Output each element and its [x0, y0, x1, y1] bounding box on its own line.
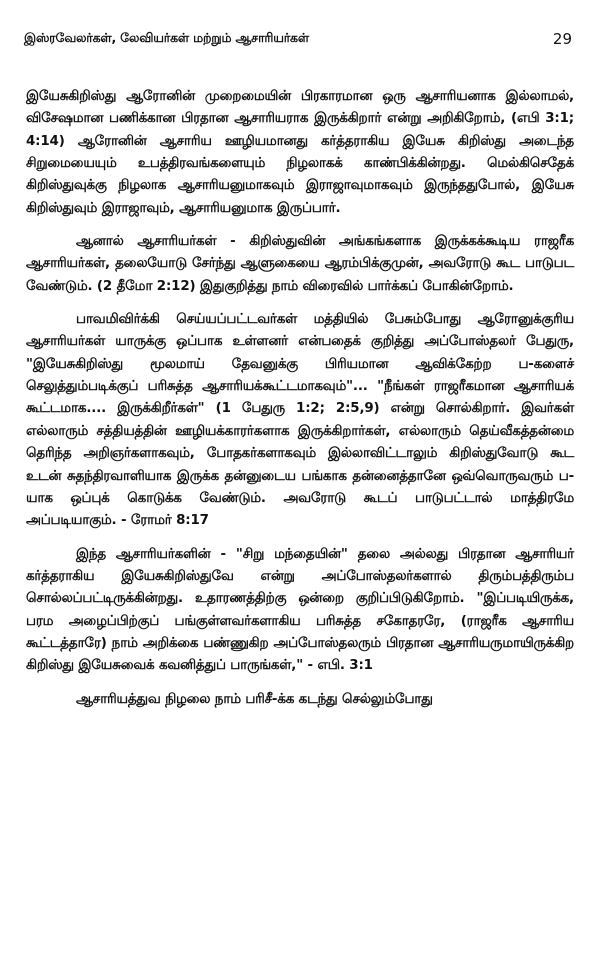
paragraph: இயேசுகிறிஸ்து ஆரோனின் முறைமையின் பிரகாரமான ஒரு ஆசாரியனாக இல்லாமல், விசேஷமான பணிக்கான பிரதான ஆசாரியராக இருக்கிறார் என்று அறிகிறோம், (எபி 3:1; 4:14) ஆரோனின் ஆசாரிய ஊழியமானது கர்த்தராகிய இயேசு கிறிஸ்து அடைந்த சிறுமையையும் உபத்திரவங்களையும் நிழலாகக் காண்பிக்கின்றது. மெல்கிசெதேக் கிறிஸ்துவுக்கு நிழலாக ஆசாரியனுமாகவும் இராஜாவுமாகவும் இருந்ததுபோல், இயேசு கிறிஸ்துவும் இராஜாவும், ஆசாரியனுமாக இருப்பார்.	[26, 89, 574, 216]
paragraph: பாவமிவிர்க்கி செய்யப்பட்டவர்கள் மத்தியில் பேசும்போது ஆரோனுக்குரிய ஆசாரியர்கள் யாருக்கு ஒப்பாக உள்ளனர் என்பதைக் குறித்து அப்போஸ்தலர் பேதுரு, "இயேசுகிறிஸ்து மூலமாய் தேவனுக்கு பிரியமான ஆவிக்கேற்ற ப-களைச் செலுத்தும்படிக்குப் பரிசுத்த ஆசாரியக்கூட்டமாகவும்"... "நீங்கள் ராஜரீகமான ஆசாரியக் கூட்டமாக.... இருக்கிறீர்கள்" (1 பேதுரு 1:2; 2:5,9) என்று சொல்கிறார். இவர்கள் எல்லாரும் சத்தியத்தின் ஊழியக்காரர்களாக இருக்கிறார்கள், எல்லாரும் தெய்வீகத்தன்மை தெரிந்த அறிஞர்களாகவும், போதகர்களாகவும் இல்லாவிட்டாலும் கிறிஸ்துவோடு கூட உடன் சுதந்திரவாளியாக இருக்க தன்னுடைய பங்காக தன்னைத்தானே ஒவ்வொருவரும் ப-யாக ஒப்புக் கொடுக்க வேண்டும். அவரோடு கூடப் பாடுபட்டால் மாத்திரமே அப்படியாகும். - ரோமர் 8:17	[26, 312, 574, 529]
page-number: 29	[552, 30, 572, 48]
running-header	[24, 30, 576, 52]
body-text	[26, 86, 574, 722]
paragraph: ஆசாரியத்துவ நிழலை நாம் பரிசீ-க்க கடந்து செல்லும்போது	[76, 691, 433, 707]
paragraph: ஆனால் ஆசாரியர்கள் - கிறிஸ்துவின் அங்கங்களாக இருக்கக்கூடிய ராஜரீக ஆசாரியர்கள், தலையோடு சேர்ந்து ஆளுகையை ஆரம்பிக்குமுன், அவரோடு கூட பாடுபட வேண்டும். (2 தீமோ 2:12) இதுகுறித்து நாம் விரைவில் பார்க்கப் போகின்றோம்.	[26, 234, 574, 294]
chapter-title: இஸ்ரவேலர்கள், லேவியர்கள் மற்றும் ஆசாரியர்கள்	[24, 30, 309, 45]
paragraph: இந்த ஆசாரியர்களின் - "சிறு மந்தையின்" தலை அல்லது பிரதான ஆசாரியர் கர்த்தராகிய இயேசுகிறிஸ்துவே என்று அப்போஸ்தலர்களால் திரும்பத்திரும்ப சொல்லப்பட்டிருக்கின்றது. உதாரணத்திற்கு ஒன்றை குறிப்பிடுகிறோம். "இப்படியிருக்க, பரம அழைப்பிற்குப் பங்குள்ளவர்களாகிய பரிசுத்த சகோதரரே, (ராஜரீக ஆசாரிய கூட்டத்தாரே) நாம் அறிக்கை பண்ணுகிற அப்போஸ்தலரும் பிரதான ஆசாரியருமாயிருக்கிற கிறிஸ்து இயேசுவைக் கவனித்துப் பாருங்கள்," - எபி. 3:1	[26, 546, 574, 674]
